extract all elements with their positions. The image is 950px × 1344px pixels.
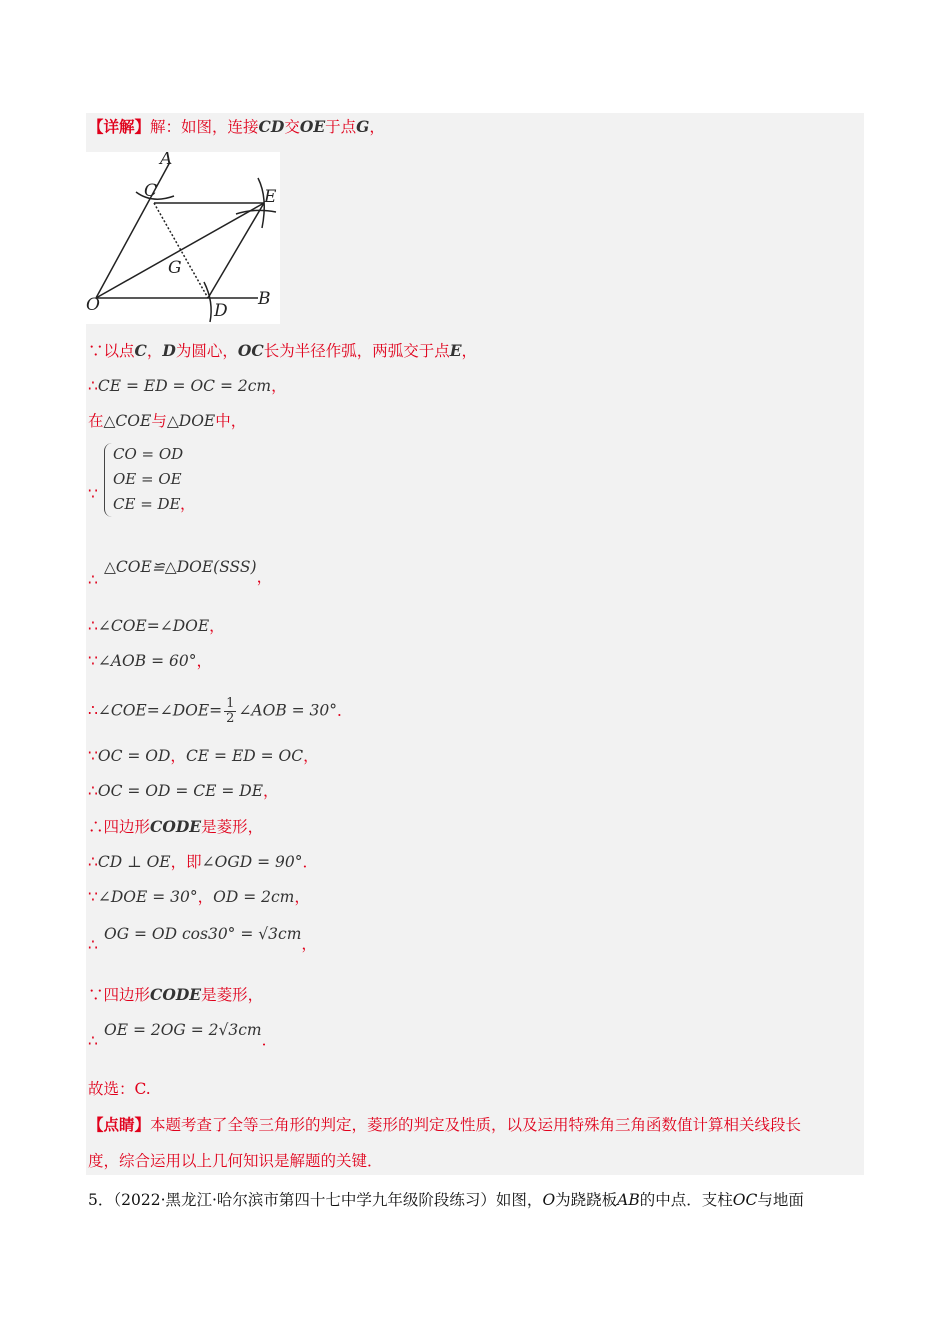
s1-oc: OC — [237, 341, 264, 360]
step-4-end — [180, 494, 196, 514]
step-13 — [88, 887, 310, 907]
s13-sep: ， — [197, 888, 214, 906]
s16-math: OE = 2OG = 2√3cm — [104, 1021, 262, 1039]
header-jiao: 交 — [284, 118, 300, 136]
s1-pe: E — [449, 341, 462, 360]
s9-b: CE = ED = OC — [185, 747, 304, 765]
s14-math: OG = OD cos30° = √3cm — [104, 925, 302, 943]
s7-math: ∠AOB = 60° — [97, 652, 197, 670]
arc-d — [204, 282, 211, 322]
step-15 — [88, 985, 263, 1005]
detail-tag: 【详解】 — [88, 117, 151, 136]
s3-c: 与 — [151, 412, 167, 430]
s12-end: ． — [302, 853, 318, 871]
q-text-1: 为跷跷板 — [555, 1191, 618, 1209]
step-5-math — [104, 557, 273, 586]
s3-b: △COE — [103, 412, 152, 430]
s10-sym: ∴ — [88, 782, 98, 800]
s7-sym: ∵ — [88, 652, 98, 670]
sys-line-2: OE = OE — [113, 470, 182, 488]
s15-c: 是菱形， — [201, 986, 264, 1004]
s11-c: 是菱形， — [201, 818, 264, 836]
s3-d: △DOE — [166, 412, 216, 430]
s1-e: 长为半径作弧，两弧交于点 — [263, 342, 450, 360]
step-1 — [88, 341, 477, 361]
s7-end: ， — [196, 652, 212, 670]
s1-d: D — [162, 341, 176, 360]
equation-system — [104, 443, 185, 517]
s9-end: ， — [303, 747, 319, 765]
header-text: 解：如图，连接 — [150, 118, 259, 136]
s4-sym: ∵ — [88, 485, 98, 503]
comment-tag: 【点睛】 — [88, 1115, 151, 1134]
s14-sym: ∴ — [88, 936, 98, 954]
s2-sym: ∴ — [88, 377, 98, 395]
s11-a: ∴四边形 — [88, 818, 151, 836]
s15-code: CODE — [150, 985, 202, 1004]
s13-end: ， — [294, 888, 310, 906]
step-12 — [88, 852, 318, 872]
s11-code: CODE — [150, 817, 202, 836]
question-source: （2022·黑龙江·哈尔滨市第四十七中学九年级阶段练习）如图， — [113, 1191, 543, 1209]
step-9 — [88, 746, 319, 766]
s15-a: ∵四边形 — [88, 986, 151, 1004]
fraction-half — [224, 697, 236, 726]
s1-sep: ， — [146, 342, 163, 360]
header-yudian: 于点 — [325, 118, 357, 136]
step-14 — [88, 935, 98, 955]
s8-a: ∠COE=∠DOE= — [97, 701, 223, 720]
s10-end: ， — [263, 782, 279, 800]
comment-line-1 — [88, 1115, 801, 1135]
s9-a: OC = OD — [97, 747, 171, 765]
step-16 — [88, 1031, 98, 1051]
s2-math: CE = ED = OC = 2cm — [97, 377, 272, 395]
step-10 — [88, 781, 279, 801]
s13-a: ∠DOE = 30° — [97, 888, 198, 906]
q-var-o: O — [542, 1191, 556, 1209]
s3-e: 中， — [215, 412, 247, 430]
question-number: 5． — [88, 1191, 114, 1209]
s14-end: ， — [301, 935, 317, 953]
q-text-2: 的中点．支柱 — [639, 1191, 733, 1209]
s13-sym: ∵ — [88, 888, 98, 906]
s5-end: ， — [256, 568, 273, 586]
solution-header — [88, 117, 385, 137]
var-oe: OE — [299, 117, 326, 136]
step-2 — [88, 376, 287, 396]
arc-e2 — [236, 210, 276, 214]
s1-text: ∵以点 — [88, 342, 135, 360]
sys-line-3: CE = DE — [113, 495, 181, 513]
comment-text-2: 度，综合运用以上几何知识是解题的关键． — [88, 1152, 383, 1170]
var-g: G — [356, 117, 370, 136]
step-3 — [88, 411, 246, 431]
s9-sym: ∵ — [88, 747, 98, 765]
label-a: A — [160, 152, 173, 169]
s1-end: ， — [461, 342, 478, 360]
step-16-math — [104, 1020, 278, 1049]
s6-math: ∠COE=∠DOE — [97, 617, 210, 635]
s5-sym: ∴ — [88, 571, 98, 589]
s12-c: ∠OGD = 90° — [201, 853, 303, 871]
s8-sym: ∴ — [88, 701, 98, 720]
s6-sym: ∴ — [88, 617, 98, 635]
step-4-symbol — [88, 484, 98, 504]
s16-sym: ∴ — [88, 1032, 98, 1050]
step-11 — [88, 817, 263, 837]
q-text-3: 与地面 — [757, 1191, 804, 1209]
s13-b: OD = 2cm — [213, 888, 295, 906]
s6-end: ， — [209, 617, 225, 635]
step-7 — [88, 651, 212, 671]
label-o: O — [86, 295, 100, 315]
s1-c: C — [134, 341, 147, 360]
step-8 — [88, 697, 353, 726]
s12-a: CD ⊥ OE — [97, 853, 171, 871]
s8-b: ∠AOB = 30° — [238, 701, 338, 720]
label-d: D — [214, 301, 228, 321]
s5-math: △COE≌△DOE(SSS) — [104, 558, 257, 576]
segment-de — [208, 203, 264, 298]
s8-end: ． — [337, 701, 353, 720]
comment-text-1: 本题考查了全等三角形的判定，菱形的判定及性质，以及运用特殊角三角函数值计算相关线段长 — [150, 1116, 802, 1134]
frac-den: 2 — [226, 711, 235, 726]
step-14-math — [104, 924, 317, 953]
s12-b: ，即 — [170, 853, 202, 871]
comment-line-2 — [88, 1151, 383, 1171]
s12-sym: ∴ — [88, 853, 98, 871]
rhombus-diagram — [86, 152, 280, 324]
q-var-oc: OC — [732, 1191, 758, 1209]
answer-line — [88, 1079, 151, 1099]
answer-text: 故选：C. — [88, 1080, 151, 1098]
header-tail: ， — [369, 118, 385, 136]
s9-sep: ， — [170, 747, 186, 765]
s3-a: 在 — [88, 412, 104, 430]
s4-end: ， — [180, 495, 196, 513]
var-cd: CD — [258, 117, 285, 136]
sys-line-1: CO = OD — [113, 445, 184, 463]
label-e: E — [264, 187, 277, 207]
s16-end: ． — [261, 1031, 278, 1049]
frac-num: 1 — [226, 696, 235, 711]
s2-end: ， — [271, 377, 287, 395]
q-var-ab: AB — [617, 1191, 640, 1209]
s10-math: OC = OD = CE = DE — [97, 782, 264, 800]
label-c: C — [144, 181, 158, 201]
label-g: G — [168, 258, 182, 278]
next-question — [88, 1188, 804, 1210]
geometry-figure — [86, 152, 280, 324]
label-b: B — [258, 289, 271, 309]
step-5 — [88, 570, 98, 590]
s1-b: 为圆心， — [175, 342, 238, 360]
step-6 — [88, 616, 225, 636]
